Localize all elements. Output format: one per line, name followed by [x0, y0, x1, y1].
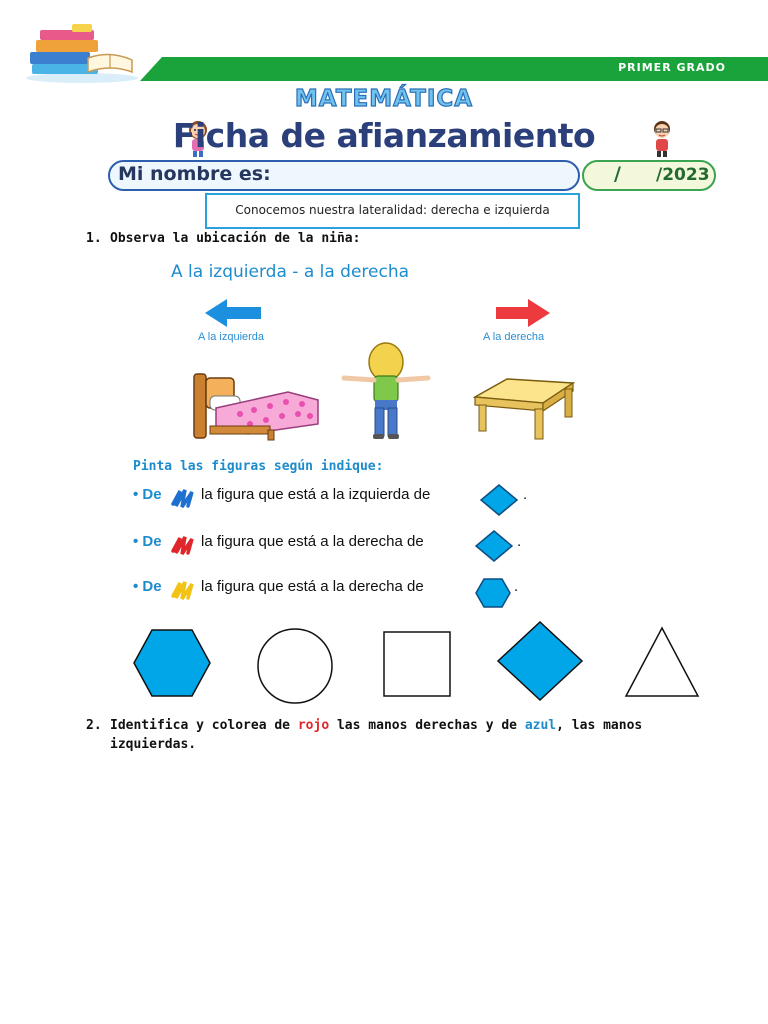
sheet-title: Ficha de afianzamiento: [172, 116, 596, 155]
boy-icon: [648, 118, 676, 158]
coloring-instruction: Pinta las figuras según indique:: [133, 459, 384, 474]
table-illustration: [473, 375, 575, 441]
yellow-scribble-icon: [170, 578, 196, 602]
left-arrow-icon: [205, 299, 261, 327]
question-2-number: 2.: [86, 718, 102, 733]
bullet-end-1: .: [523, 486, 528, 503]
small-diamond-1: [480, 484, 518, 516]
question-2-text-line2: izquierdas.: [110, 737, 197, 752]
bullet-text-1: la figura que está a la izquierda de: [201, 486, 431, 503]
bullet-row-1: [133, 486, 162, 516]
bullet-end-2: .: [517, 533, 522, 550]
question-1-text: Observa la ubicación de la niña:: [110, 231, 361, 246]
bullet-prefix: • De: [133, 533, 162, 550]
books-illustration: [22, 22, 140, 84]
bullet-text-3: la figura que está a la derecha de: [201, 578, 424, 595]
right-arrow-icon: [496, 299, 550, 327]
name-label: Mi nombre es:: [118, 163, 271, 185]
bullet-row-2: [133, 533, 162, 563]
shape-hexagon[interactable]: [132, 628, 212, 698]
bullet-row-3: [133, 578, 162, 608]
date-separator: /: [614, 163, 621, 185]
q2-text-a: Identifica y colorea de: [110, 718, 298, 733]
bullet-prefix: • De: [133, 578, 162, 595]
bullet-end-3: .: [514, 578, 519, 595]
bullet-prefix: • De: [133, 486, 162, 503]
girl-illustration: [340, 340, 432, 440]
shape-square[interactable]: [382, 630, 452, 698]
q2-text-b: las manos derechas y de: [329, 718, 525, 733]
shape-diamond[interactable]: [496, 620, 584, 702]
bed-illustration: [192, 368, 320, 442]
q2-text-c: , las manos: [556, 718, 643, 733]
shape-triangle[interactable]: [624, 626, 700, 698]
red-scribble-icon: [170, 533, 196, 557]
topic-text: Conocemos nuestra lateralidad: derecha e izquierda: [235, 203, 550, 217]
q1-subtitle: A la izquierda - a la derecha: [171, 262, 410, 282]
shape-circle[interactable]: [255, 628, 335, 704]
q2-word-blue: azul: [524, 718, 557, 733]
blue-scribble-icon: [170, 486, 196, 510]
right-arrow-label: A la derecha: [483, 331, 545, 343]
q2-word-red: rojo: [297, 718, 330, 733]
small-diamond-2: [475, 530, 513, 562]
left-arrow-label: A la izquierda: [198, 331, 265, 343]
question-2-text: [110, 718, 642, 733]
question-1-number: 1.: [86, 231, 102, 246]
small-hexagon: [475, 578, 511, 608]
date-year: /2023: [656, 165, 710, 185]
subject-title: MATEMÁTICA: [294, 86, 474, 112]
grade-label: PRIMER GRADO: [618, 61, 726, 74]
bullet-text-2: la figura que está a la derecha de: [201, 533, 424, 550]
